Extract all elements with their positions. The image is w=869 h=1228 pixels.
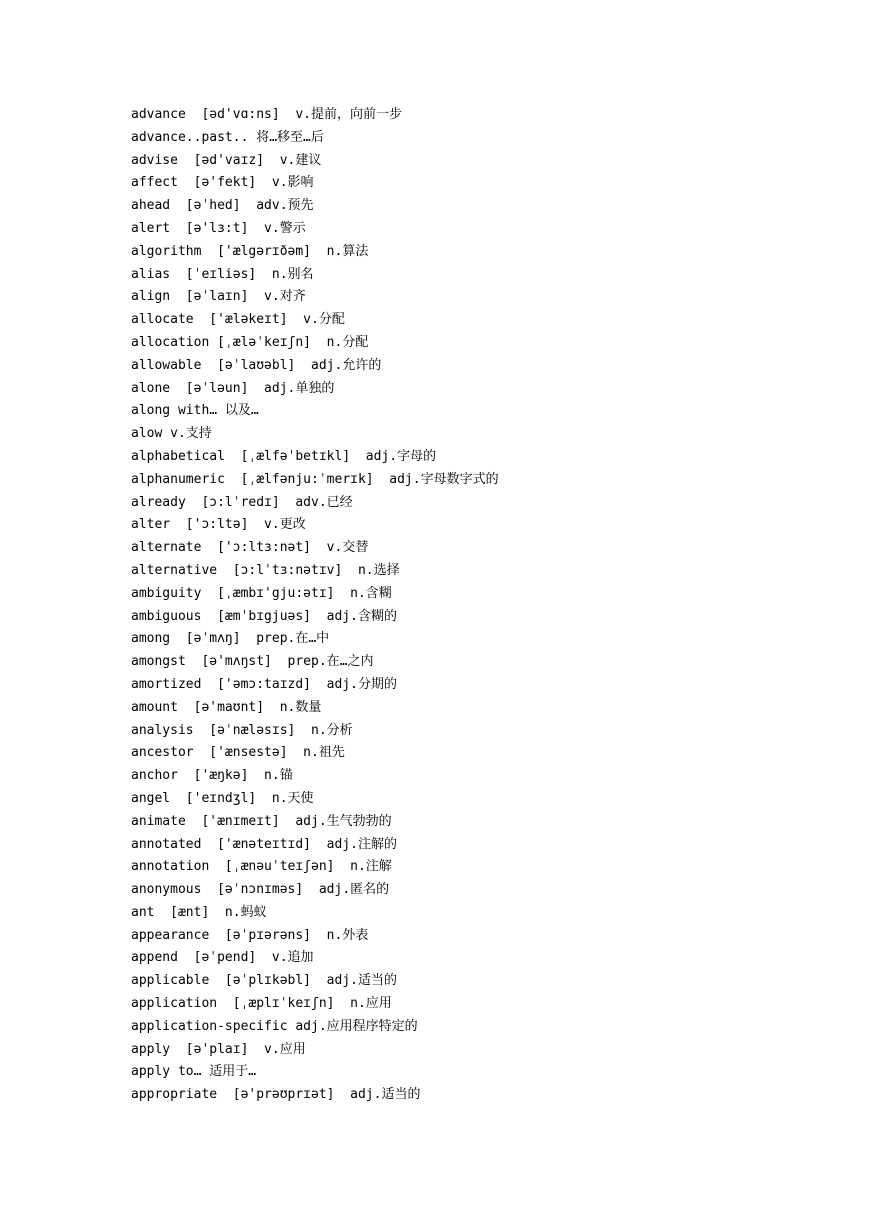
vocabulary-entry: algorithm ['ælgərɪðəm] n.算法 — [131, 243, 369, 259]
vocabulary-entry: ahead [əˈhed] adv.预先 — [131, 198, 314, 214]
vocabulary-entry: apply to… 适用于… — [131, 1064, 257, 1080]
vocabulary-entry: ancestor ['ænsestə] n.祖先 — [131, 745, 345, 761]
vocabulary-entry: application [ˌæplɪˈkeɪʃn] n.应用 — [131, 996, 392, 1012]
vocabulary-entry: alter ['ɔ:ltə] v.更改 — [131, 517, 306, 533]
vocabulary-entry: alphanumeric [ˌælfənju:ˈmerɪk] adj.字母数字式的 — [131, 471, 499, 487]
vocabulary-entry: ambiguity [ˌæmbɪ'gju:ətɪ] n.含糊 — [131, 585, 392, 601]
vocabulary-entry: ant [ænt] n.蚂蚁 — [131, 904, 267, 920]
vocabulary-entry: affect [ə'fekt] v.影响 — [131, 175, 314, 191]
vocabulary-entry: alternative [ɔ:lˈtɜ:nətɪv] n.选择 — [131, 562, 400, 578]
vocabulary-entry: amortized ['əmɔ:taɪzd] adj.分期的 — [131, 676, 397, 692]
vocabulary-entry: annotated ['ænəteɪtɪd] adj.注解的 — [131, 836, 397, 852]
vocabulary-entry: analysis [əˈnæləsɪs] n.分析 — [131, 722, 353, 738]
vocabulary-entry: animate ['ænɪmeɪt] adj.生气勃勃的 — [131, 813, 392, 829]
vocabulary-entry: advise [əd'vaɪz] v.建议 — [131, 152, 322, 168]
vocabulary-entry: alternate ['ɔ:ltɜ:nət] v.交替 — [131, 540, 369, 556]
vocabulary-entry: apply [ə'plaɪ] v.应用 — [131, 1041, 306, 1057]
vocabulary-entry: alone [əˈləun] adj.单独的 — [131, 380, 335, 396]
vocabulary-entry: advance..past.. 将…移至…后 — [131, 129, 324, 145]
vocabulary-entry: already [ɔ:lˈredɪ] adv.已经 — [131, 494, 353, 510]
vocabulary-list — [131, 104, 831, 1107]
vocabulary-entry: amongst [ə'mʌŋst] prep.在…之内 — [131, 654, 374, 670]
vocabulary-entry: angel ['eɪndʒl] n.天使 — [131, 790, 314, 806]
vocabulary-entry: amount [ə'maʊnt] n.数量 — [131, 699, 322, 715]
vocabulary-entry: anchor ['æŋkə] n.锚 — [131, 768, 293, 784]
vocabulary-entry: align [əˈlaɪn] v.对齐 — [131, 289, 306, 305]
vocabulary-entry: allocation [ˌæləˈkeɪʃn] n.分配 — [131, 334, 369, 350]
vocabulary-entry: appropriate [ə'prəʊprɪət] adj.适当的 — [131, 1087, 421, 1103]
vocabulary-entry: append [əˈpend] v.追加 — [131, 950, 314, 966]
vocabulary-entry: annotation [ˌænəuˈteɪʃən] n.注解 — [131, 859, 392, 875]
vocabulary-entry: alert [ə'lɜ:t] v.警示 — [131, 220, 306, 236]
vocabulary-entry: application-specific adj.应用程序特定的 — [131, 1018, 418, 1034]
vocabulary-entry: ambiguous [æmˈbɪgjuəs] adj.含糊的 — [131, 608, 397, 624]
vocabulary-entry: anonymous [əˈnɔnɪməs] adj.匿名的 — [131, 882, 390, 898]
vocabulary-entry: among [əˈmʌŋ] prep.在…中 — [131, 631, 330, 647]
vocabulary-entry: allowable [əˈlaʊəbl] adj.允许的 — [131, 357, 382, 373]
vocabulary-entry: advance [əd'vɑ:ns] v.提前，向前一步 — [131, 107, 403, 122]
vocabulary-entry: allocate ['æləkeɪt] v.分配 — [131, 312, 345, 328]
vocabulary-entry: appearance [əˈpɪərəns] n.外表 — [131, 927, 369, 943]
vocabulary-entry: along with… 以及… — [131, 403, 259, 419]
vocabulary-entry: alias [ˈeɪliəs] n.别名 — [131, 266, 314, 282]
vocabulary-entry: applicable [əˈplɪkəbl] adj.适当的 — [131, 973, 397, 989]
vocabulary-entry: alow v.支持 — [131, 426, 212, 442]
vocabulary-entry: alphabetical [ˌælfəˈbetɪkl] adj.字母的 — [131, 448, 437, 464]
